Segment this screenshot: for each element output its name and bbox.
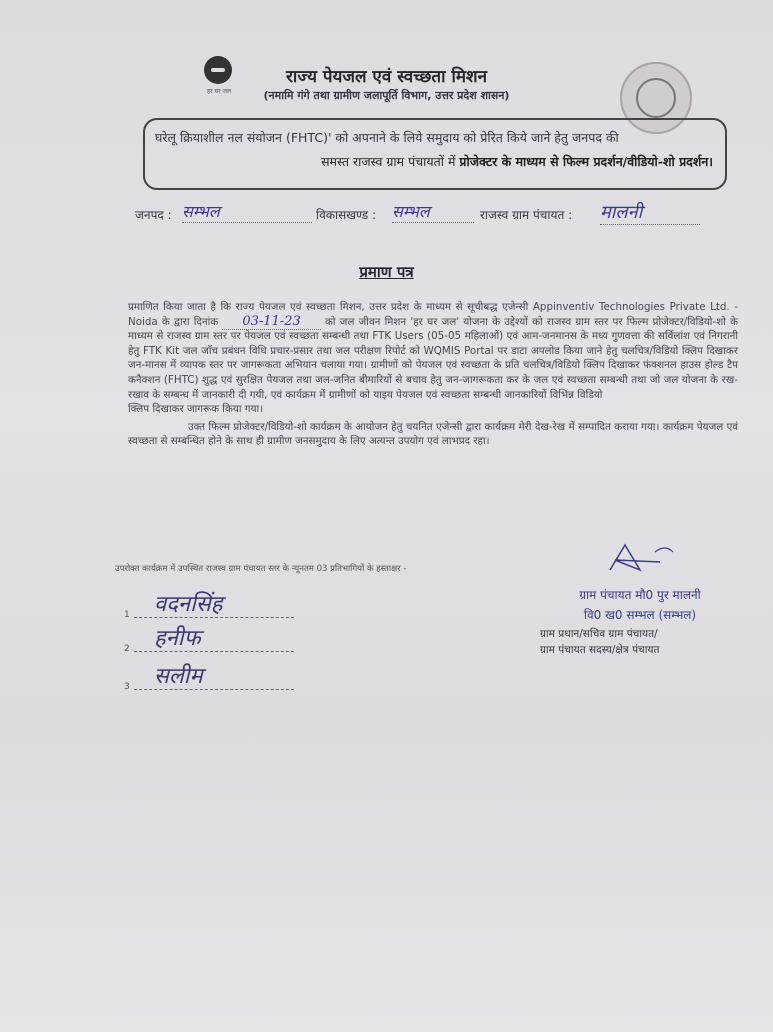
body-text-c: क्लिप दिखाकर जागरूक किया गया। <box>128 403 264 416</box>
stamp-line-2: वि0 ख0 सम्भल (सम्भल) <box>583 608 697 622</box>
seal-emblem-icon <box>636 78 676 118</box>
stamp-line-1: ग्राम पंचायत मौ0 पुर मालनी <box>579 588 701 602</box>
district-value: सम्भल <box>182 200 312 223</box>
gram-panchayat-stamp <box>560 585 720 625</box>
district-label: जनपद : <box>135 208 172 222</box>
signature-text: वदनसिंह <box>154 592 223 617</box>
participant-signature-3 <box>124 664 294 694</box>
signature-number: 2 <box>124 644 130 654</box>
role-line-2: ग्राम पंचायत सदस्य/क्षेत्र पंचायत <box>540 644 660 656</box>
certificate-body <box>128 300 738 449</box>
body-text-b: को जल जीवन मिशन 'हर घर जल' योजना के उद्देश्यों को राजस्व ग्राम स्तर पर फिल्म प्रोजेक्टर/विडियो-शो के माध्यम से राजस्व ग्राम स्तर पर पेयजल एवं स्वच्छता सम्बन्धी तथा FTK Users (05-05 महिलाओं) एवं आम-जनमानस के मध्य गुणवत्ता की सर्विलांश एवं निगरानी हेतु FTK Kit जल जाँच प्रबंधन विधि प्रचार-प्रसार तथा जल परीक्षण रिपोर्ट को WQMIS Portal पर डाटा अपलोड किया जाने हेतु चलचित्र/विडियो क्लिप दिखाकर जन-मानस में व्यापक स्तर पर जागरूकता अभियान चलाया गया। ग्रामीणों को पेयजल एवं स्वच्छता के प्रति चलचित्र/विडियो क्लिप दिखाकर फंक्शनल हाउस होल्ड टैप कनैक्शन (FHTC) शुद्ध एवं सुरक्षित पेयजल तथा जल-जनित बीमारियों से बचाव हेतु जन-जागरूकता कर के जल एवं स्वच्छता सम्बन्धी तथा जो जल योजना के रख-रखाव के सम्बन्ध में जानकारी दी गयी, एवं कार्यक्रम में ग्रामीणों को याइय पेयजल एवं स्वच्छता सम्बन्धी जानकारियों विभिन्न विडियो <box>128 315 739 401</box>
body-text-a: प्रमाणित किया जाता है कि राज्य पेयजल एवं स्वच्छता मिशन, उत्तर प्रदेश के माध्यम से सूचीबद्ध एजेन्सी Appinventiv Technologies Private Ltd. - Noida के द्वारा दिनांक <box>128 301 738 328</box>
signature-text: सलीम <box>154 664 203 689</box>
event-date: 03-11-23 <box>222 314 320 330</box>
box-line-2 <box>155 150 713 173</box>
signature-number: 3 <box>124 682 130 692</box>
program-description-box <box>143 118 727 190</box>
department-subtitle: (नमामि गंगे तथा ग्रामीण जलापूर्ति विभाग, उत्तर प्रदेश शासन) <box>263 89 510 102</box>
mission-title: राज्य पेयजल एवं स्वच्छता मिशन <box>285 67 488 87</box>
panchayat-label: राजस्व ग्राम पंचायत : <box>480 208 573 222</box>
signatory-role <box>540 626 740 658</box>
box-line-1: घरेलू क्रियाशील नल संयोजन (FHTC)' को अपनाने के लिये समुदाय को प्रेरित किये जाने हेतु जनपद की <box>155 130 619 145</box>
signature-number: 1 <box>124 610 130 620</box>
block-label: विकासखण्ड : <box>316 208 377 222</box>
participant-signature-2 <box>124 626 294 656</box>
logo-text: हर घर जल <box>207 88 231 95</box>
body-paragraph-1 <box>128 300 738 417</box>
box-line-2-bold: प्रोजेक्टर के माध्यम से फिल्म प्रदर्शन/वीडियो-शो प्रदर्शन। <box>459 154 713 169</box>
participant-signature-1 <box>124 592 294 622</box>
role-line-1: ग्राम प्रधान/सचिव ग्राम पंचायत/ <box>540 628 658 640</box>
panchayat-value: मालनी <box>600 200 700 225</box>
certificate-heading: प्रमाण पत्र <box>359 263 414 281</box>
participants-note: उपरोक्त कार्यक्रम में उपस्थित राजस्व ग्राम पंचायत स्तर के न्यूनतम 03 प्रतिभागियों के हस्ताक्षर - <box>115 564 407 574</box>
body-paragraph-2: उक्त फिल्म प्रोजेक्टर/विडियो-शो कार्यक्रम के आयोजन हेतु चयनित एजेन्सी द्वारा कार्यक्रम मेरी देख-रेख में सम्पादित कराया गया। कार्यक्रम पेयजल एवं स्वच्छता से सम्बन्धित होने के साथ ही ग्रामीण जनसमुदाय के लिए अत्यन्त उपयोग एवं लाभप्रद रहा। <box>128 420 738 448</box>
block-value: सम्भल <box>392 200 474 223</box>
box-line-2-prefix: समस्त राजस्व ग्राम पंचायतों में <box>321 154 460 169</box>
pradhan-signature <box>600 540 690 585</box>
signature-text: हनीफ <box>154 626 201 651</box>
